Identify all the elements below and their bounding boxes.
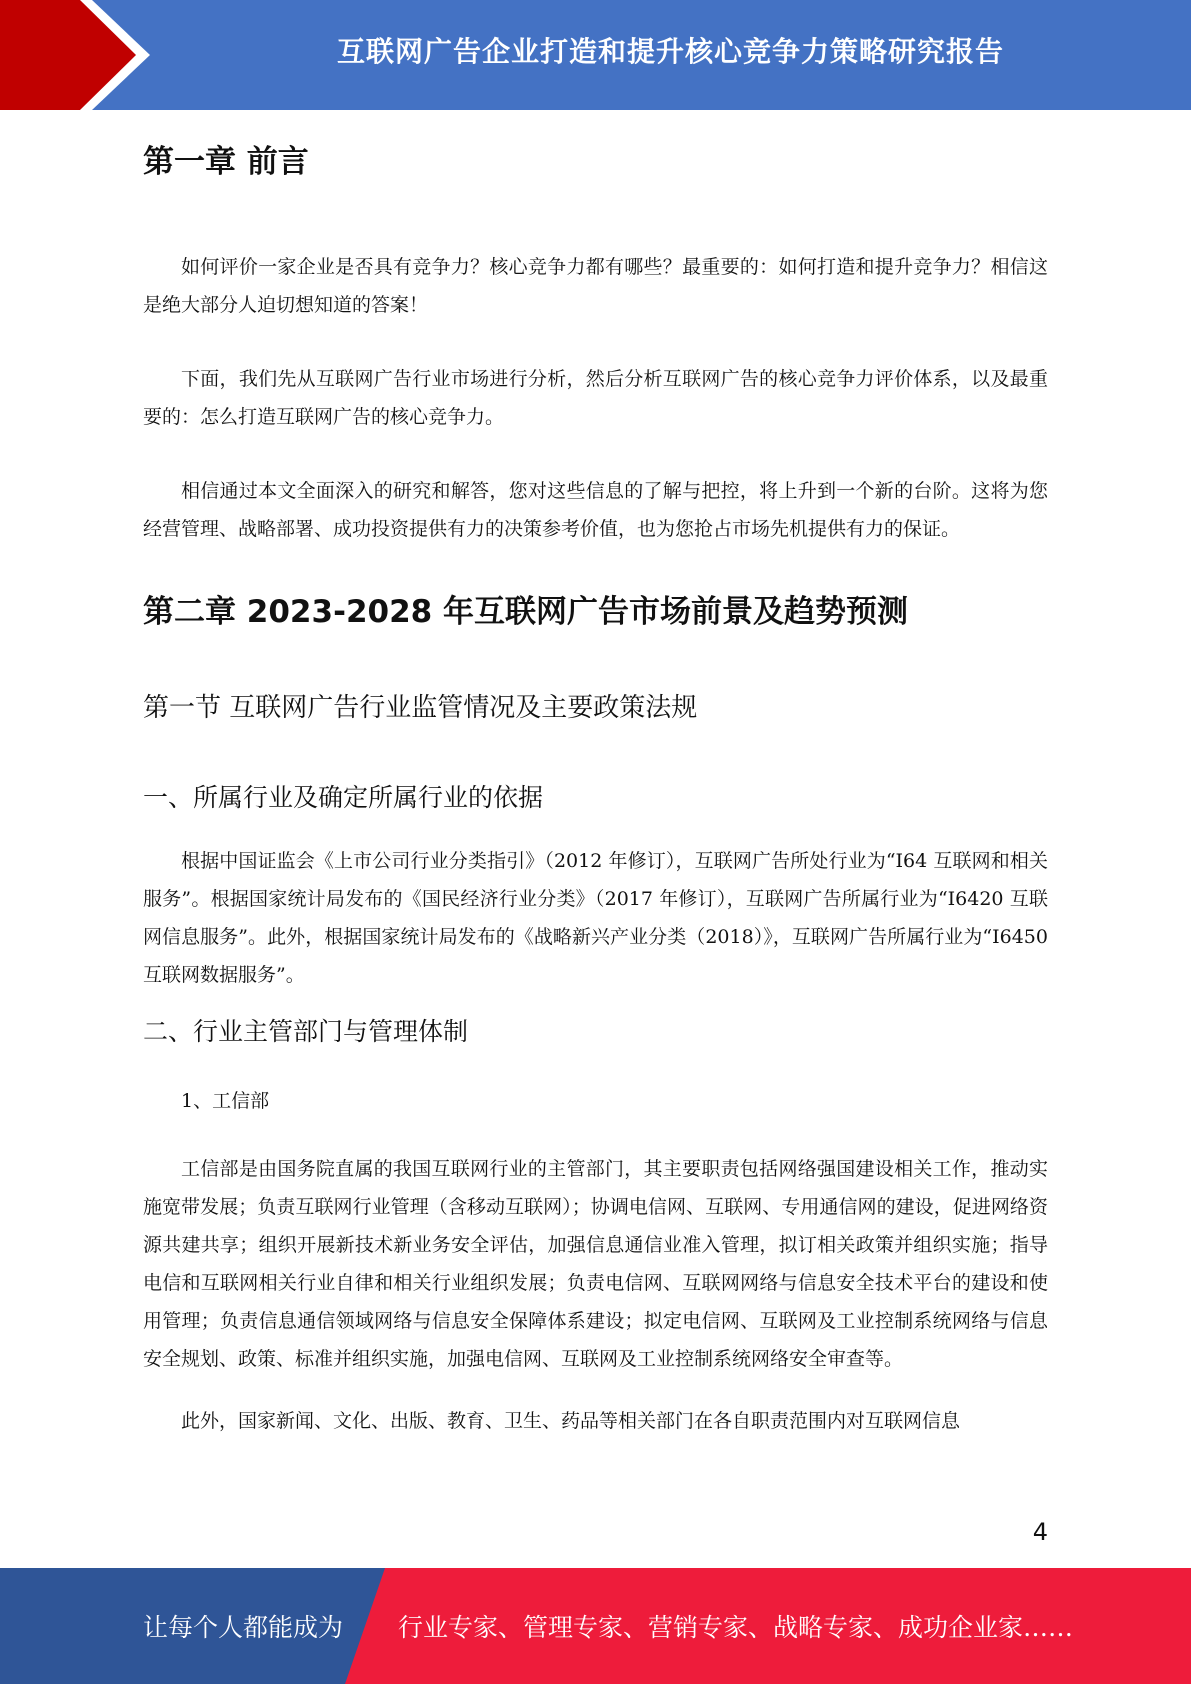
chapter1-paragraph-2: 下面，我们先从互联网广告行业市场进行分析，然后分析互联网广告的核心竞争力评价体系，以及最重要的：怎么打造互联网广告的核心竞争力。 [143, 368, 1048, 428]
document-body [143, 130, 1048, 1440]
chapter1-title: 第一章 前言 [143, 144, 309, 180]
footer-banner [0, 1568, 1191, 1684]
subsection1-paragraph: 根据中国证监会《上市公司行业分类指引》（2012 年修订），互联网广告所处行业为“I64 互联网和相关服务”。根据国家统计局发布的《国民经济行业分类》（2017 年修订），互联网广告所属行业为“I6420 互联网信息服务”。此外，根据国家统计局发布的《战略新兴产业分类（2018）》，互联网广告所属行业为“I6450 互联网数据服务”。 [143, 850, 1048, 986]
page-number: 4 [1032, 1518, 1048, 1546]
report-title: 互联网广告企业打造和提升核心竞争力策略研究报告 [336, 35, 1004, 68]
subsection1-title: 一、所属行业及确定所属行业的依据 [143, 783, 544, 812]
section1-title: 第一节 互联网广告行业监管情况及主要政策法规 [143, 693, 698, 723]
footer-slogan-left: 让每个人都能成为 [143, 1613, 344, 1642]
subsection2-paragraph-1: 工信部是由国务院直属的我国互联网行业的主管部门，其主要职责包括网络强国建设相关工作，推动实施宽带发展；负责互联网行业管理（含移动互联网）；协调电信网、互联网、专用通信网的建设，促进网络资源共建共享；组织开展新技术新业务安全评估，加强信息通信业准入管理，拟订相关政策并组织实施；指导电信和互联网相关行业自律和相关行业组织发展；负责电信网、互联网网络与信息安全技术平台的建设和使用管理；负责信息通信领域网络与信息安全保障体系建设；拟定电信网、互联网及工业控制系统网络与信息安全规划、政策、标准并组织实施，加强电信网、互联网及工业控制系统网络安全审查等。 [143, 1158, 1048, 1370]
footer-slogan-right: 行业专家、管理专家、营销专家、战略专家、成功企业家…… [398, 1613, 1074, 1642]
chapter1-paragraph-1: 如何评价一家企业是否具有竞争力？核心竞争力都有哪些？最重要的：如何打造和提升竞争力？相信这是绝大部分人迫切想知道的答案！ [143, 256, 1048, 316]
chapter2-title: 第二章 2023-2028 年互联网广告市场前景及趋势预测 [143, 594, 909, 630]
header-arrow-decoration [0, 0, 160, 110]
header-banner [0, 0, 1191, 110]
chapter1-paragraph-3: 相信通过本文全面深入的研究和解答，您对这些信息的了解与把控，将上升到一个新的台阶。这将为您经营管理、战略部署、成功投资提供有力的决策参考价值，也为您抢占市场先机提供有力的保证。 [143, 480, 1048, 540]
subsection2-item-1: 1、工信部 [181, 1090, 270, 1112]
subsection2-paragraph-2: 此外，国家新闻、文化、出版、教育、卫生、药品等相关部门在各自职责范围内对互联网信息 [181, 1410, 961, 1432]
subsection2-title: 二、行业主管部门与管理体制 [143, 1017, 469, 1046]
